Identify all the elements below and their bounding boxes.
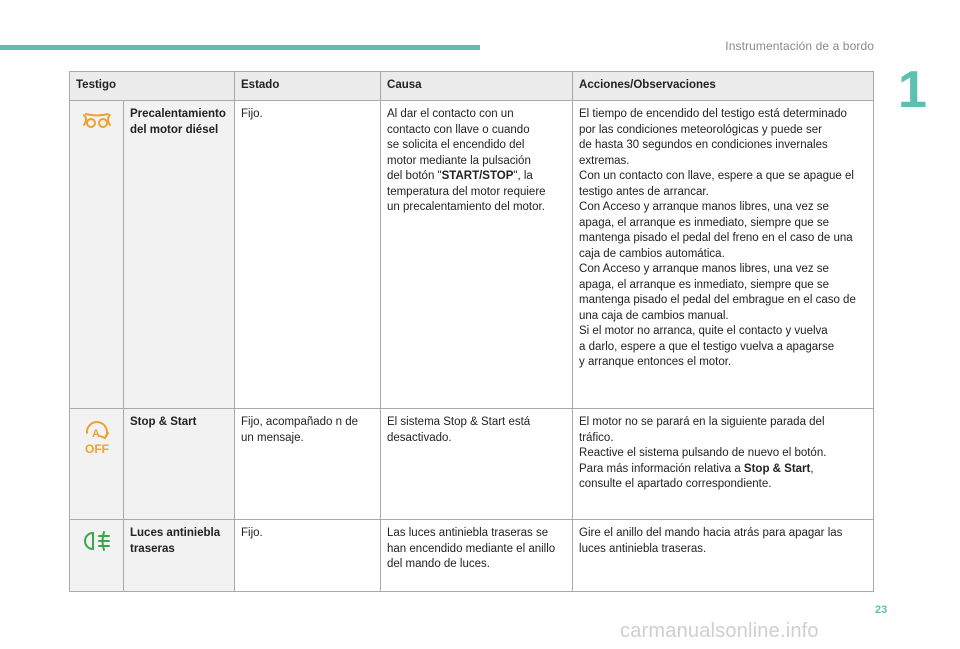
icon-cell — [70, 520, 124, 592]
table-row — [70, 520, 874, 592]
estado-cell: Fijo, acompañado n de un mensaje. — [235, 409, 381, 520]
stop-start-letter: A — [91, 428, 100, 440]
estado-cell: Fijo. — [235, 520, 381, 592]
column-header-testigo: Testigo — [70, 72, 235, 101]
chapter-number: 1 — [898, 61, 927, 119]
acciones-cell: El motor no se parará en la siguiente parada del tráfico. Reactive el sistema pulsando de nuevo el botón. Para más información relativa a Stop & Start, consulte el apartado correspondiente. — [573, 409, 874, 520]
causa-cell: El sistema Stop & Start está desactivado. — [381, 409, 573, 520]
table-header-row — [70, 72, 874, 101]
page-number: 23 — [875, 604, 888, 616]
acciones-cell: El tiempo de encendido del testigo está determinado por las condiciones meteorológicas y puede ser de hasta 30 segundos en condiciones invernales extremas. Con un contacto con llave, espere a que se apague el testigo antes de arrancar. Con Acceso y arranque manos libres, una vez se apaga, el arranque es inmediato, siempre que se mantenga pisado el pedal del freno en el caso de una caja de cambios automática. Con Acceso y arranque manos libres, una vez se apaga, el arranque es inmediato, siempre que se mantenga pisado el pedal del embrague en el caso de una caja de cambios manual. Si el motor no arranca, quite el contacto y vuelva a darlo, espere a que el testigo vuelva a apagarse y arranque entonces el motor. — [573, 101, 874, 409]
warning-name: Luces antiniebla traseras — [124, 520, 235, 592]
warning-name: Stop & Start — [124, 409, 235, 520]
start-stop-button-name: START/STOP — [441, 170, 514, 182]
stop-start-off-icon — [81, 419, 113, 455]
column-header-acciones: Acciones/Observaciones — [573, 72, 874, 101]
rear-fog-light-icon — [82, 530, 112, 552]
glow-plug-icon — [82, 111, 112, 131]
stop-start-off-label: OFF — [84, 442, 109, 455]
stop-start-feature-name: Stop & Start — [743, 462, 811, 475]
icon-cell — [70, 409, 124, 520]
estado-cell: Fijo. — [235, 101, 381, 409]
acciones-cell: Gire el anillo del mando hacia atrás para apagar las luces antiniebla traseras. — [573, 520, 874, 592]
column-header-estado: Estado — [235, 72, 381, 101]
watermark-text: carmanualsonline.info — [620, 620, 819, 642]
table-row — [70, 409, 874, 520]
icon-cell — [70, 101, 124, 409]
section-title: Instrumentación de a bordo — [725, 39, 874, 53]
causa-cell: Las luces antiniebla traseras se han encendido mediante el anillo del mando de luces. — [381, 520, 573, 592]
header-accent-bar — [0, 45, 480, 50]
warning-lights-table — [69, 71, 874, 592]
column-header-causa: Causa — [381, 72, 573, 101]
table-row — [70, 101, 874, 409]
causa-cell: Al dar el contacto con un contacto con llave o cuando se solicita el encendido del motor mediante la pulsación del botón "START/STOP", la temperatura del motor requiere un precalentamiento del motor. — [381, 101, 573, 409]
warning-name: Precalentamiento del motor diésel — [124, 101, 235, 409]
